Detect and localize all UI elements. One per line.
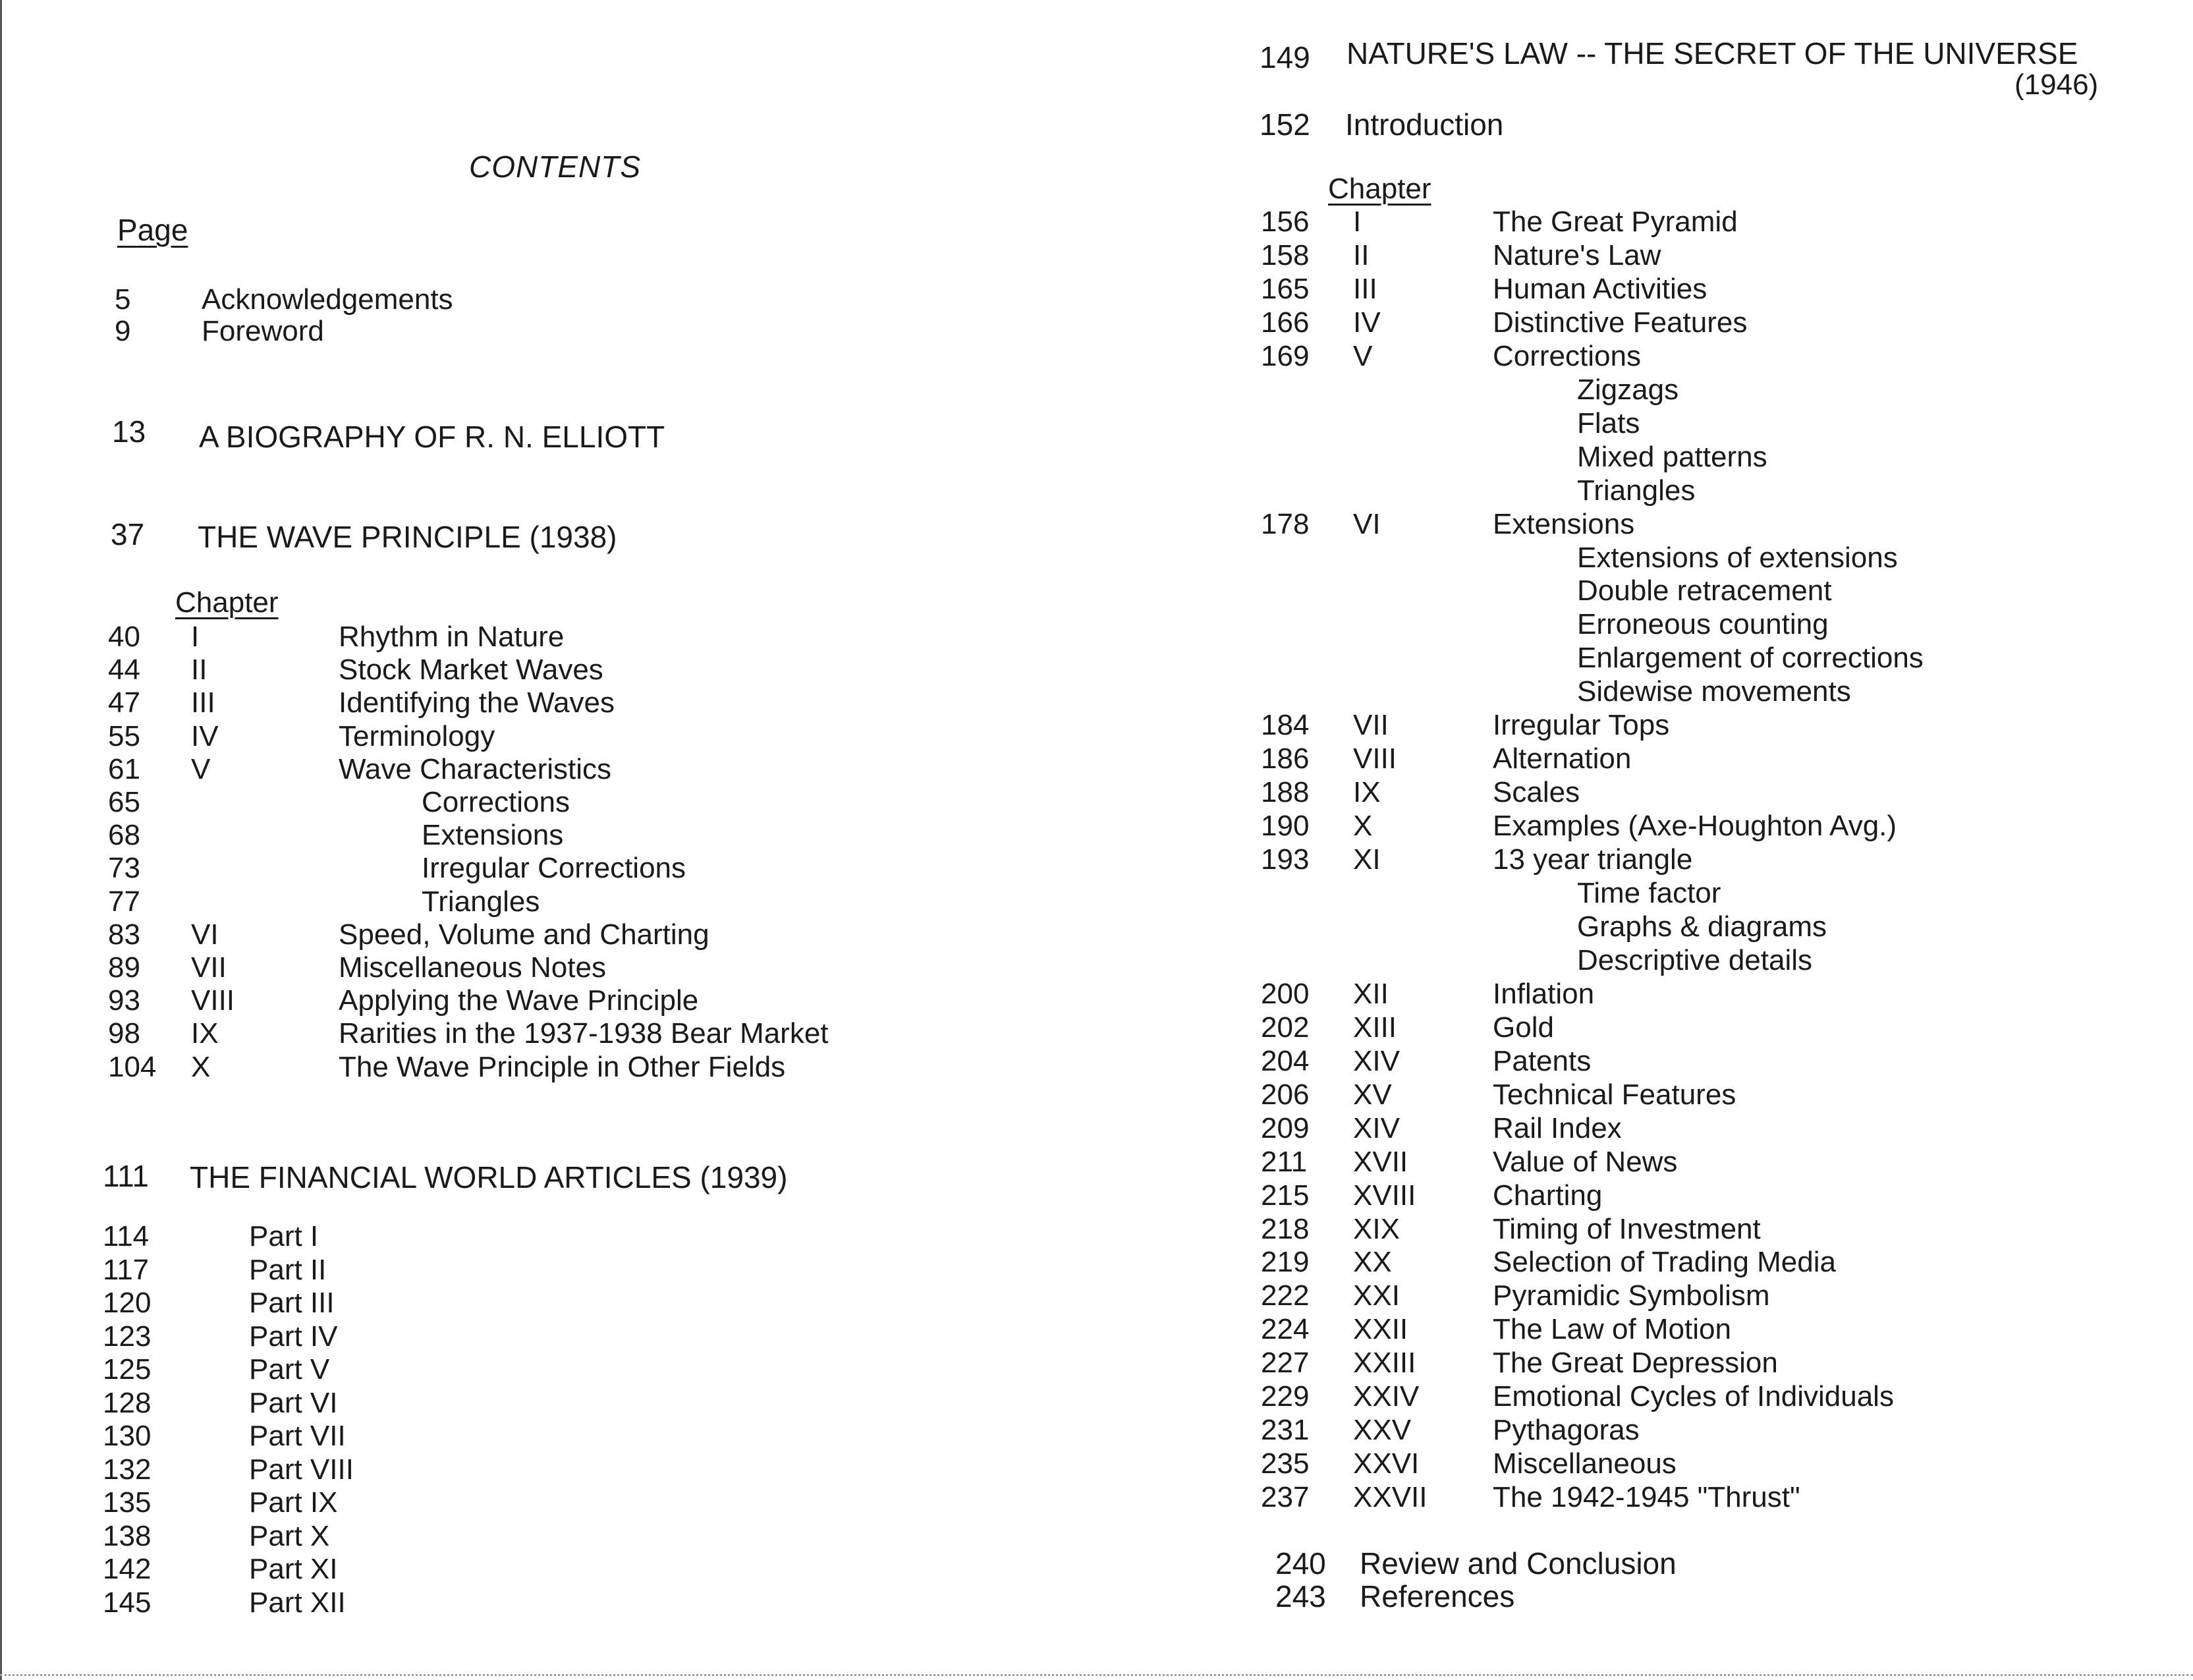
toc-page-number: 125 (103, 1353, 152, 1386)
toc-entry-title: Part IV (249, 1320, 338, 1353)
toc-entry-title: Inflation (1493, 978, 1595, 1010)
toc-page-number: 65 (108, 786, 140, 818)
toc-entry-title: Rarities in the 1937-1938 Bear Market (339, 1017, 829, 1050)
toc-entry-title: Identifying the Waves (339, 686, 615, 719)
toc-page-number: 178 (1261, 508, 1310, 540)
toc-subentry-title: Enlargement of corrections (1577, 642, 1924, 674)
toc-entry-title: Stock Market Waves (339, 654, 603, 686)
toc-page-number: 117 (103, 1254, 150, 1286)
toc-page-number: 186 (1261, 742, 1310, 775)
toc-page-number: 240 (1275, 1546, 1326, 1581)
toc-entry-title: 13 year triangle (1493, 843, 1693, 876)
chapter-numeral: XIII (1353, 1011, 1397, 1044)
toc-entry-title: Examples (Axe-Houghton Avg.) (1493, 810, 1897, 842)
toc-page-number: 138 (103, 1520, 152, 1552)
toc-subentry-title: Triangles (422, 885, 540, 918)
left-page (0, 0, 1096, 1680)
toc-subentry-title: Descriptive details (1577, 944, 1813, 976)
toc-page-number: 202 (1261, 1011, 1310, 1044)
chapter-numeral: III (191, 686, 215, 719)
toc-entry-title: The Wave Principle in Other Fields (339, 1051, 786, 1083)
chapter-numeral: VIII (191, 984, 235, 1017)
toc-page-number: 193 (1261, 843, 1310, 876)
toc-entry-title: Part VIII (249, 1453, 354, 1486)
toc-page-number: 40 (108, 621, 140, 653)
chapter-numeral: I (191, 621, 200, 653)
toc-entry-title: The Great Pyramid (1493, 206, 1738, 238)
toc-entry-title: Patents (1493, 1045, 1592, 1077)
toc-page-number: 114 (103, 1220, 150, 1252)
chapter-numeral: XXII (1353, 1313, 1408, 1345)
chapter-numeral: XXIV (1353, 1380, 1420, 1413)
chapter-column-header: Chapter (175, 586, 279, 619)
chapter-numeral: XXVII (1353, 1481, 1428, 1513)
toc-page-number: 218 (1261, 1213, 1310, 1245)
section-page-number: 111 (103, 1159, 149, 1193)
toc-entry-title: Value of News (1493, 1146, 1678, 1178)
toc-page-number: 166 (1261, 306, 1310, 339)
section-title: THE FINANCIAL WORLD ARTICLES (1939) (190, 1160, 788, 1194)
toc-subentry-title: Corrections (422, 786, 570, 818)
chapter-numeral: X (191, 1051, 211, 1083)
section-year: (1946) (2014, 69, 2099, 101)
toc-entry-title: References (1360, 1579, 1515, 1613)
toc-page-number: 83 (108, 918, 140, 951)
toc-page-number: 123 (103, 1320, 152, 1353)
toc-entry-title: Part IX (249, 1486, 338, 1519)
toc-entry-title: Part III (249, 1287, 335, 1319)
section-title: NATURE'S LAW -- THE SECRET OF THE UNIVERSE (1346, 36, 2078, 70)
chapter-numeral: XX (1353, 1246, 1392, 1278)
toc-subentry-title: Extensions (422, 819, 564, 851)
toc-page-number: 237 (1261, 1481, 1310, 1513)
toc-entry-title: Terminology (339, 720, 495, 752)
toc-entry-title: Extensions (1493, 508, 1635, 540)
toc-entry-title: Irregular Tops (1493, 709, 1670, 741)
toc-page-number: 47 (108, 686, 140, 719)
toc-page-number: 77 (108, 885, 140, 918)
toc-subentry-title: Triangles (1577, 474, 1696, 507)
chapter-numeral: II (1353, 239, 1370, 271)
toc-page-number: 61 (108, 753, 140, 785)
section-page-number: 149 (1260, 40, 1310, 74)
toc-page-number: 188 (1261, 776, 1310, 808)
chapter-numeral: XIV (1353, 1112, 1400, 1144)
toc-page-number: 93 (108, 984, 140, 1017)
toc-page-number: 9 (115, 315, 131, 347)
toc-entry-title: Acknowledgements (202, 283, 453, 316)
toc-entry-title: Review and Conclusion (1360, 1546, 1677, 1581)
toc-entry-title: Rhythm in Nature (339, 621, 565, 653)
toc-entry-title: Part I (249, 1220, 319, 1252)
toc-subentry-title: Mixed patterns (1577, 441, 1767, 473)
toc-entry-title: Charting (1493, 1179, 1603, 1212)
toc-page-number: 222 (1261, 1279, 1310, 1312)
chapter-numeral: VII (191, 951, 227, 984)
toc-page-number: 55 (108, 720, 140, 752)
toc-entry-title: Part X (249, 1520, 330, 1552)
toc-page-number: 206 (1261, 1078, 1310, 1111)
toc-entry-title: Rail Index (1493, 1112, 1622, 1144)
chapter-numeral: V (191, 753, 211, 785)
toc-page-number: 224 (1261, 1313, 1310, 1345)
chapter-numeral: XV (1353, 1078, 1392, 1111)
toc-subentry-title: Time factor (1577, 877, 1721, 909)
toc-entry-title: Distinctive Features (1493, 306, 1748, 339)
toc-entry-title: Timing of Investment (1493, 1213, 1761, 1245)
chapter-numeral: VI (191, 918, 219, 951)
toc-entry-title: The Law of Motion (1493, 1313, 1731, 1345)
chapter-numeral: V (1353, 340, 1373, 372)
toc-page-number: 73 (108, 852, 140, 884)
toc-entry-title: Technical Features (1493, 1078, 1736, 1111)
toc-entry-title: Pythagoras (1493, 1414, 1640, 1446)
chapter-column-header: Chapter (1328, 173, 1431, 205)
toc-page-number: 227 (1261, 1347, 1310, 1379)
toc-entry-title: Part XII (249, 1586, 346, 1619)
chapter-numeral: VI (1353, 508, 1381, 540)
toc-entry-title: Emotional Cycles of Individuals (1493, 1380, 1894, 1413)
toc-page-number: 235 (1261, 1447, 1310, 1480)
chapter-numeral: XVIII (1353, 1179, 1416, 1212)
section-title: THE WAVE PRINCIPLE (1938) (198, 520, 617, 554)
toc-page-number: 215 (1261, 1179, 1310, 1212)
toc-page-number: 89 (108, 951, 140, 984)
toc-entry-title: Part VII (249, 1420, 346, 1452)
chapter-numeral: XXIII (1353, 1347, 1416, 1379)
toc-entry-title: Applying the Wave Principle (339, 984, 699, 1017)
toc-page-number: 231 (1261, 1414, 1310, 1446)
toc-subentry-title: Erroneous counting (1577, 608, 1829, 640)
chapter-numeral: IV (1353, 306, 1381, 339)
toc-entry-title: Selection of Trading Media (1493, 1246, 1836, 1278)
toc-page-number: 156 (1261, 206, 1310, 238)
bottom-scan-rule (0, 1674, 2193, 1676)
toc-entry-title: Gold (1493, 1011, 1554, 1044)
toc-page-number: 229 (1261, 1380, 1310, 1413)
chapter-numeral: IX (1353, 776, 1381, 808)
toc-subentry-title: Sidewise movements (1577, 675, 1851, 708)
toc-entry-title: Miscellaneous (1493, 1447, 1677, 1480)
toc-page-number: 142 (103, 1553, 152, 1585)
chapter-numeral: XXVI (1353, 1447, 1420, 1480)
toc-page-number: 211 (1261, 1146, 1308, 1178)
toc-entry-title: Corrections (1493, 340, 1641, 372)
toc-entry-title: Introduction (1345, 107, 1504, 142)
chapter-numeral: X (1353, 810, 1373, 842)
chapter-numeral: XII (1353, 978, 1389, 1010)
toc-entry-title: Part II (249, 1254, 327, 1286)
toc-page-number: 132 (103, 1453, 152, 1486)
toc-entry-title: Wave Characteristics (339, 753, 612, 785)
toc-entry-title: Part VI (249, 1387, 338, 1419)
contents-title: CONTENTS (469, 150, 641, 184)
toc-entry-title: Alternation (1493, 742, 1632, 775)
chapter-numeral: I (1353, 206, 1362, 238)
page-column-header: Page (117, 213, 188, 247)
toc-subentry-title: Graphs & diagrams (1577, 910, 1827, 943)
toc-page-number: 243 (1275, 1579, 1326, 1613)
chapter-numeral: XXI (1353, 1279, 1400, 1312)
toc-page-number: 169 (1261, 340, 1310, 372)
toc-subentry-title: Flats (1577, 407, 1640, 439)
toc-subentry-title: Irregular Corrections (422, 852, 686, 884)
section-title: A BIOGRAPHY OF R. N. ELLIOTT (199, 420, 665, 454)
toc-subentry-title: Zigzags (1577, 374, 1679, 406)
toc-page-number: 209 (1261, 1112, 1310, 1144)
toc-page-number: 145 (103, 1586, 152, 1619)
toc-page-number: 204 (1261, 1045, 1310, 1077)
toc-entry-title: Scales (1493, 776, 1580, 808)
toc-page-number: 219 (1261, 1246, 1310, 1278)
toc-entry-title: Miscellaneous Notes (339, 951, 606, 984)
chapter-numeral: XVII (1353, 1146, 1408, 1178)
toc-page-number: 130 (103, 1420, 152, 1452)
toc-entry-title: Part XI (249, 1553, 338, 1585)
toc-page-number: 98 (108, 1017, 140, 1050)
toc-entry-title: Speed, Volume and Charting (339, 918, 709, 951)
toc-entry-title: The Great Depression (1493, 1347, 1778, 1379)
toc-page-number: 44 (108, 654, 140, 686)
toc-page-number: 200 (1261, 978, 1310, 1010)
toc-page-number: 128 (103, 1387, 152, 1419)
chapter-numeral: XIX (1353, 1213, 1400, 1245)
section-page-number: 13 (112, 414, 146, 449)
chapter-numeral: VIII (1353, 742, 1397, 775)
toc-page-number: 104 (108, 1051, 157, 1083)
toc-subentry-title: Extensions of extensions (1577, 542, 1898, 574)
toc-page-number: 120 (103, 1287, 152, 1319)
chapter-numeral: XI (1353, 843, 1381, 876)
toc-page-number: 165 (1261, 273, 1310, 305)
toc-page-number: 190 (1261, 810, 1310, 842)
chapter-numeral: II (191, 654, 208, 686)
chapter-numeral: IX (191, 1017, 219, 1050)
chapter-numeral: IV (191, 720, 219, 752)
toc-entry-title: The 1942-1945 "Thrust" (1493, 1481, 1800, 1513)
chapter-numeral: XXV (1353, 1414, 1412, 1446)
toc-page-number: 135 (103, 1486, 152, 1519)
toc-page-number: 152 (1260, 107, 1310, 142)
chapter-numeral: VII (1353, 709, 1389, 741)
toc-entry-title: Part V (249, 1353, 330, 1386)
toc-subentry-title: Double retracement (1577, 574, 1832, 607)
toc-entry-title: Human Activities (1493, 273, 1707, 305)
chapter-numeral: III (1353, 273, 1377, 305)
right-page (1096, 0, 2193, 1680)
toc-page-number: 158 (1261, 239, 1310, 271)
toc-entry-title: Pyramidic Symbolism (1493, 1279, 1770, 1312)
toc-entry-title: Foreword (202, 315, 324, 347)
toc-entry-title: Nature's Law (1493, 239, 1661, 271)
section-page-number: 37 (111, 517, 145, 551)
toc-page-number: 68 (108, 819, 140, 851)
toc-page-number: 184 (1261, 709, 1310, 741)
toc-page-number: 5 (115, 283, 131, 316)
chapter-numeral: XIV (1353, 1045, 1400, 1077)
